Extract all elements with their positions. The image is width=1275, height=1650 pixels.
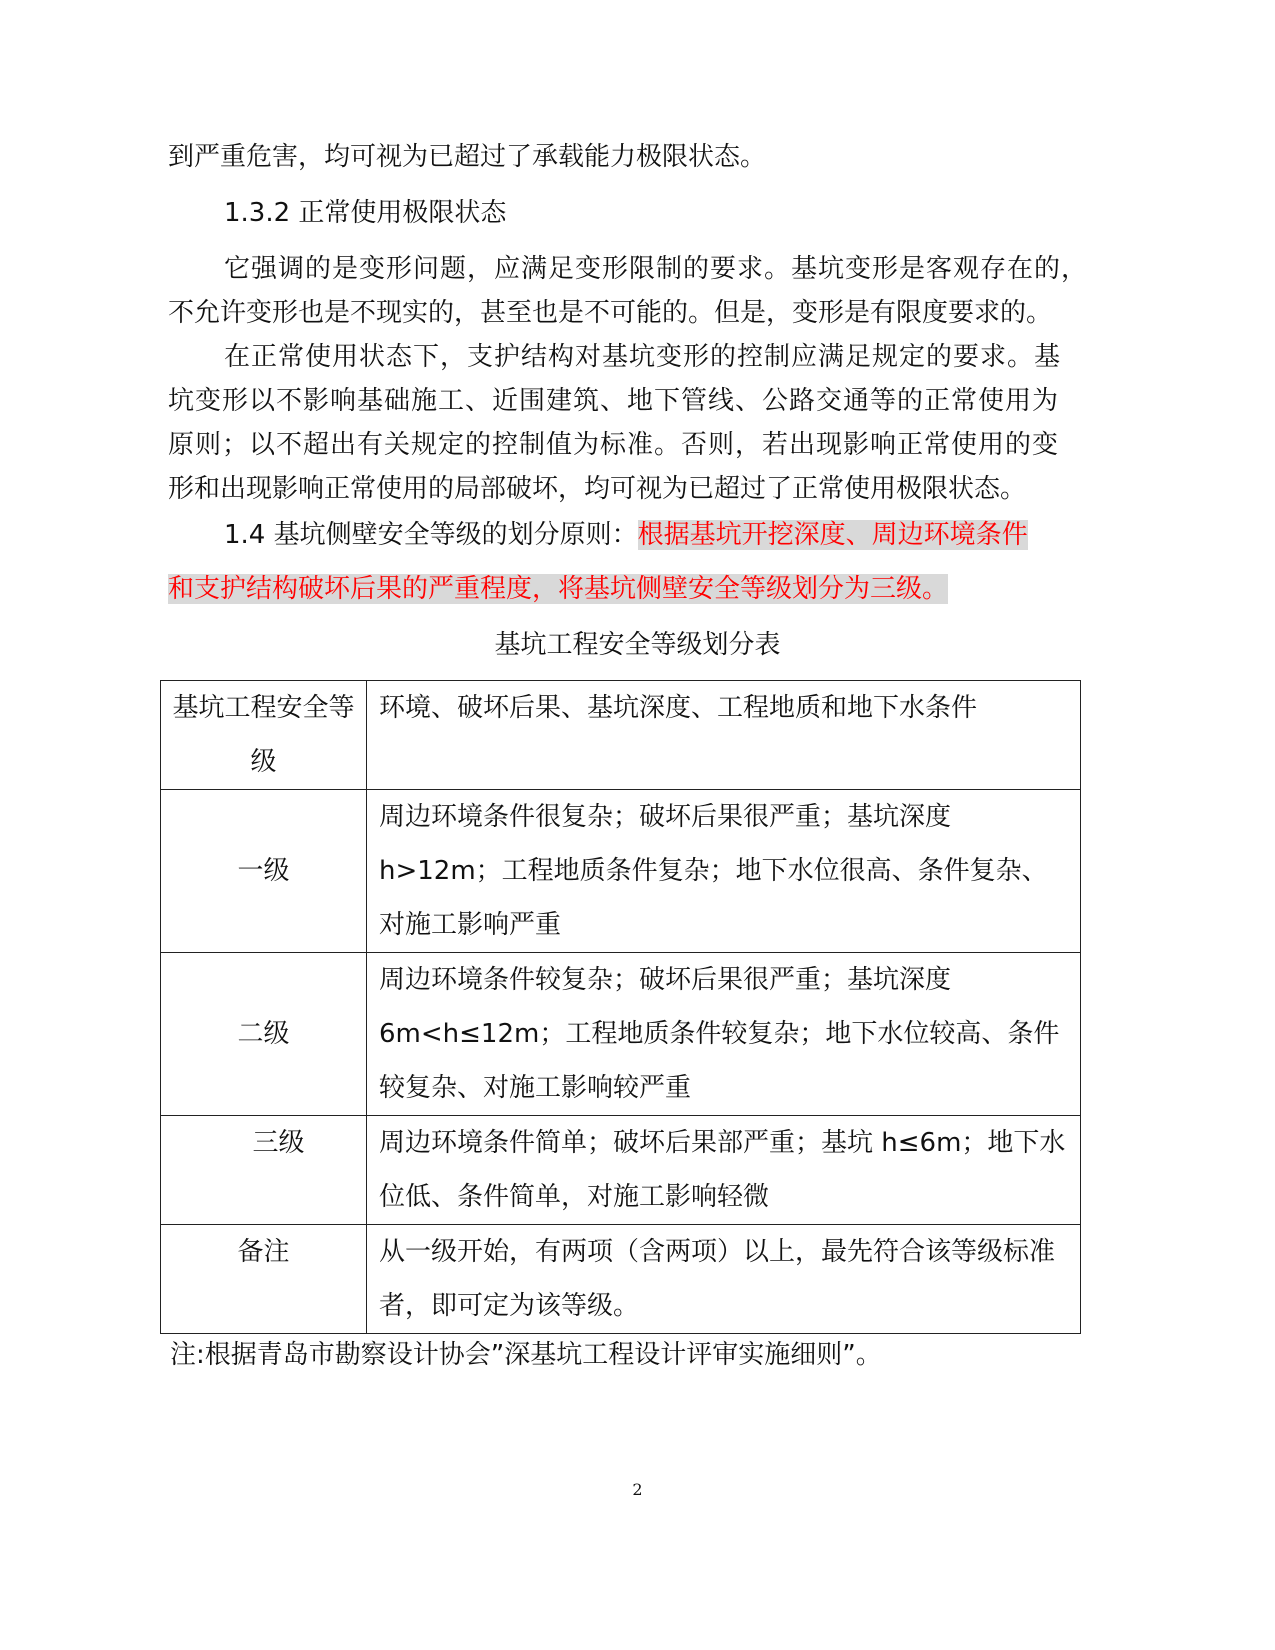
description-cell: 周边环境条件简单；破坏后果部严重；基坑 h≤6m；地下水位低、条件简单，对施工影响轻微: [367, 1116, 1081, 1225]
paragraph-line: 形和出现影响正常使用的局部破坏，均可视为已超过了正常使用极限状态。: [168, 474, 1027, 504]
table-row: [161, 953, 1081, 1116]
remark-cell: 备注: [161, 1225, 367, 1334]
paragraph-line: 它强调的是变形问题，应满足变形限制的要求。基坑变形是客观存在的，: [224, 254, 1089, 284]
section-heading-1-4: [224, 518, 1028, 552]
safety-grade-table: [160, 680, 1081, 1334]
highlighted-line: [168, 572, 948, 606]
description-cell: 从一级开始，有两项（含两项）以上，最先符合该等级标准者，即可定为该等级。: [367, 1225, 1081, 1334]
table-row: [161, 1116, 1081, 1225]
paragraph-line: 原则；以不超出有关规定的控制值为标准。否则，若出现影响正常使用的变: [168, 430, 1060, 460]
paragraph-line: 不允许变形也是不现实的，甚至也是不可能的。但是，变形是有限度要求的。: [168, 298, 1053, 328]
header-cell-conditions: 环境、破坏后果、基坑深度、工程地质和地下水条件: [367, 681, 1081, 790]
grade-cell: 二级: [161, 953, 367, 1116]
heading-text: 1.4 基坑侧壁安全等级的划分原则：: [224, 520, 638, 550]
description-cell: 周边环境条件较复杂；破坏后果很严重；基坑深度 6m<h≤12m；工程地质条件较复杂；地下水位较高、条件较复杂、对施工影响较严重: [367, 953, 1081, 1116]
paragraph-line: 在正常使用状态下，支护结构对基坑变形的控制应满足规定的要求。基: [224, 342, 1062, 372]
table-row: [161, 790, 1081, 953]
paragraph-line: 到严重危害，均可视为已超过了承载能力极限状态。: [168, 142, 767, 172]
grade-cell: 一级: [161, 790, 367, 953]
section-heading-1-3-2: 1.3.2 正常使用极限状态: [224, 198, 507, 228]
table-caption: 基坑工程安全等级划分表: [494, 630, 781, 660]
footnote: 注:根据青岛市勘察设计协会”深基坑工程设计评审实施细则”。: [170, 1340, 882, 1370]
page-number: 2: [632, 1480, 643, 1499]
table-header-row: [161, 681, 1081, 790]
header-cell-grade: 基坑工程安全等级: [161, 681, 367, 790]
paragraph-line: 坑变形以不影响基础施工、近围建筑、地下管线、公路交通等的正常使用为: [168, 386, 1060, 416]
highlighted-text: 根据基坑开挖深度、周边环境条件: [637, 520, 1028, 550]
grade-cell: 三级: [161, 1116, 367, 1225]
highlighted-text: 和支护结构破坏后果的严重程度，将基坑侧壁安全等级划分为三级。: [168, 574, 949, 604]
description-cell: 周边环境条件很复杂；破坏后果很严重；基坑深度 h>12m；工程地质条件复杂；地下水位很高、条件复杂、对施工影响严重: [367, 790, 1081, 953]
table-row: [161, 1225, 1081, 1334]
